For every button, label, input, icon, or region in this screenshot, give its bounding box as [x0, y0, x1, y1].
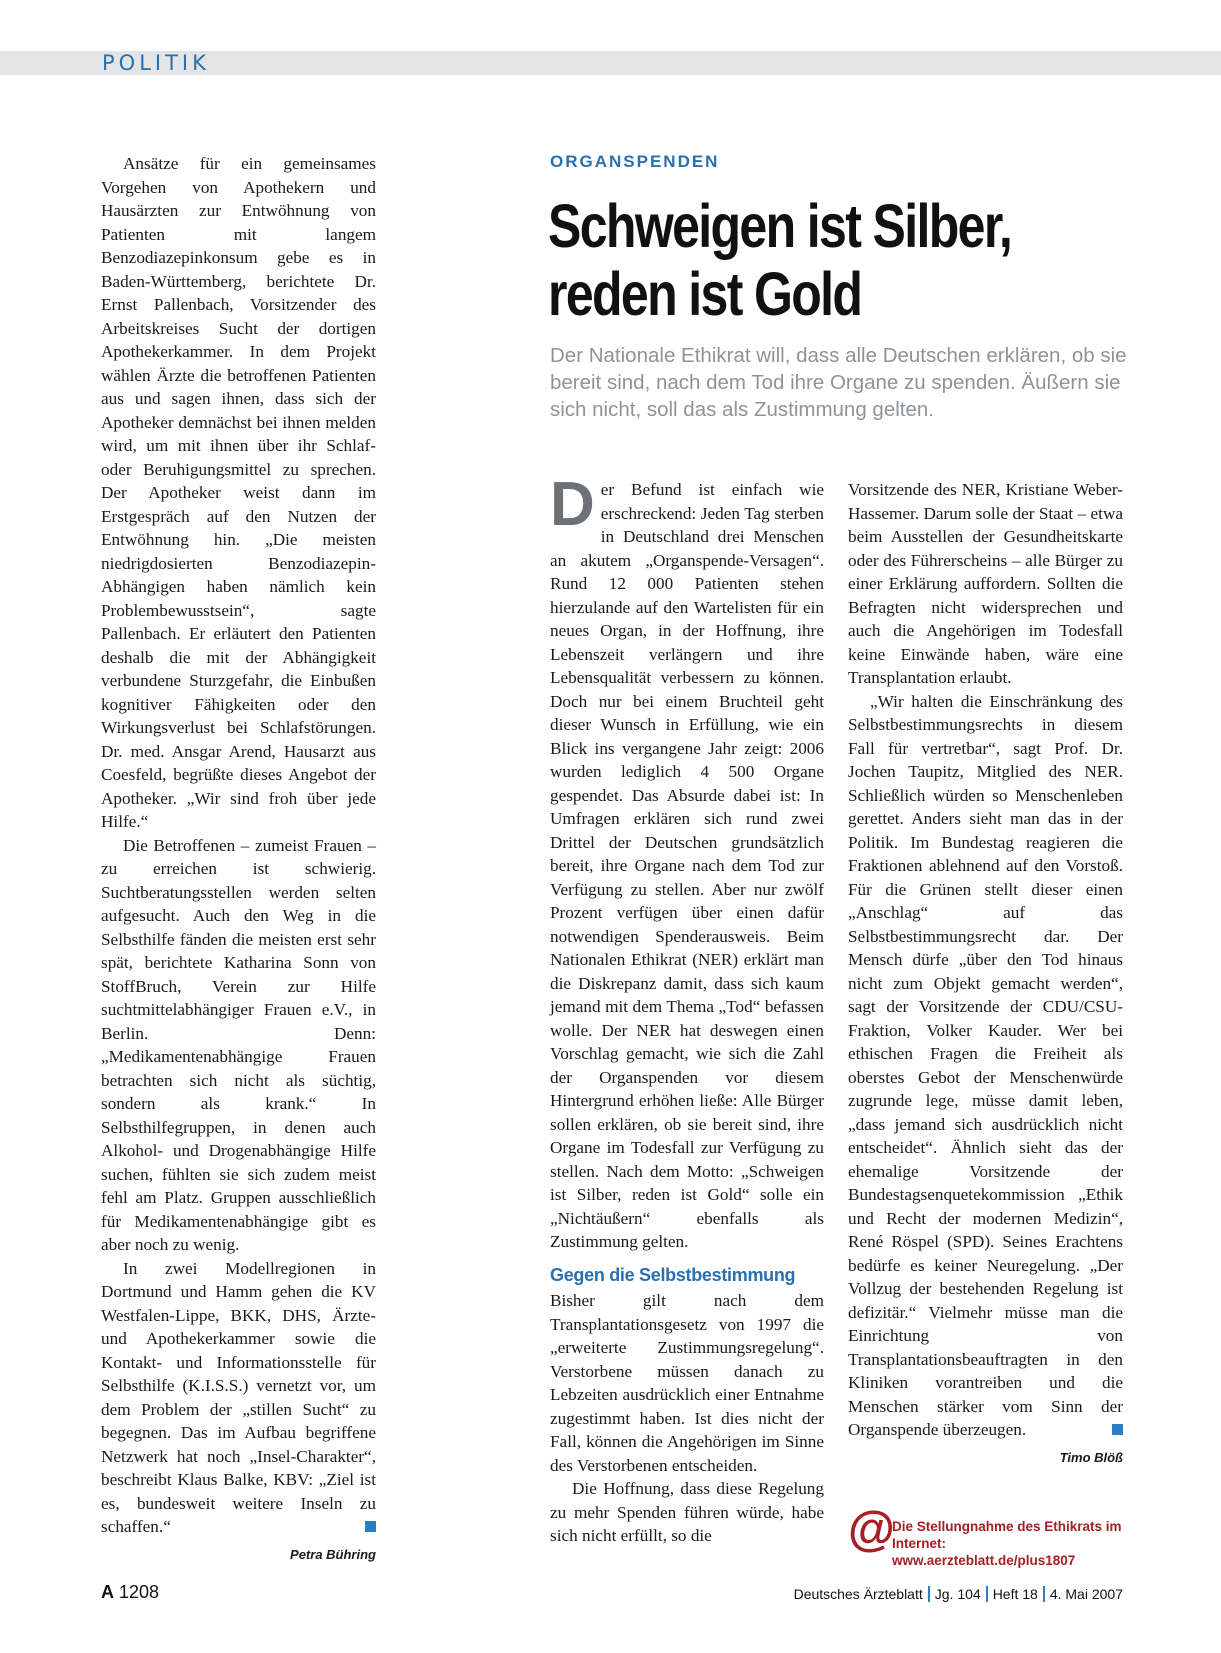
at-icon: @ [848, 1503, 895, 1556]
page-number [101, 1582, 159, 1603]
end-square-icon [365, 1521, 376, 1532]
deck: Der Nationale Ethikrat will, dass alle Deutschen erklären, ob sie bereit sind, nach dem Tod ihre Organe zu spenden. Äußern sie sich nicht, soll das als Zustimmung gelten. [550, 344, 1127, 421]
journal-date: 4. Mai 2007 [1049, 1586, 1123, 1602]
left-author: Petra Bühring [290, 1546, 376, 1562]
left-paragraph-3-text: In zwei Modellregionen in Dortmund und Hamm gehen die KV Westfalen-Lippe, BKK, DHS, Ärzte- und Apothekerkammer sowie die Kontakt- und Informationsstelle für Selbsthilfe (K.I.S.S.) vernetzt vor, um dem Problem der „stillen Sucht“ zu begegnen. Das im Aufbau begriffene Netzwerk hat noch „Insel-Charakter“, beschreibt Klaus Balke, KBV: „Ziel ist es, bundesweit weitere Inseln zu schaffen.“ [101, 1258, 376, 1536]
headline [548, 192, 1040, 328]
page-number-value: 1208 [119, 1582, 160, 1602]
dropcap: D [550, 470, 595, 539]
separator [1043, 1586, 1045, 1602]
kicker: ORGANSPENDEN [550, 152, 720, 171]
article-author: Timo Blöß [1059, 1449, 1123, 1465]
section-label: POLITIK [102, 51, 210, 75]
mid-paragraph-1 [550, 470, 824, 1254]
right-paragraph-1: Vorsitzende des NER, Kristiane Weber-Hassemer. Darum solle der Staat – etwa beim Ausstellen der Gesundheitskarte oder des Führerscheins – alle Bürger zu einer Erklärung auffordern. Sollten die Befragten nicht widersprechen und auch die Angehörigen im Todesfall keine Einwände haben, wäre eine Transplantation erlaubt. [848, 480, 1123, 687]
journal-issue: Heft 18 [992, 1586, 1038, 1602]
subhead: Gegen die Selbstbestimmung [550, 1264, 796, 1285]
separator [928, 1586, 930, 1602]
mid-paragraph-1-text: er Befund ist einfach wie erschreckend: Jeden Tag sterben in Deutschland drei Menschen an akutem „Organspende-Versagen“. Rund 12 000 Patienten stehen hierzulande auf den Wartelisten für ein neues Organ, in der Hoffnung, ihre Lebenszeit verlängern und ihre Lebensqualität verbessern zu können. Doch nur bei einem Bruchteil geht dieser Wunsch in Erfüllung, wie ein Blick ins vergangene Jahr zeigt: 2006 wurden lediglich 4 500 Organe gespendet. Das Absurde dabei ist: In Umfragen erklären sich rund zwei Drittel der Deutschen grundsätzlich bereit, ihre Organe nach dem Tod zur Verfügung zu stellen. Aber nur zwölf Prozent verfügen über einen dafür notwendigen Spenderausweis. Beim Nationalen Ethikrat (NER) erklärt man die Diskrepanz damit, dass sich kaum jemand mit dem Thema „Tod“ befassen wolle. Der NER hat deswegen einen Vorschlag gemacht, wie sich die Zahl der Organspenden vor diesem Hintergrund erhöhen ließe: Alle Bürger sollen erklären, ob sie bereit sind, ihre Organe im Todesfall zur Verfügung zu stellen. Nach dem Motto: „Schweigen ist Silber, reden ist Gold“ solle ein „Nichtäußern“ ebenfalls als Zustimmung gelten. [550, 480, 824, 1251]
mid-paragraph-3: Die Hoffnung, dass diese Regelung zu mehr Spenden führen würde, habe sich nicht erfüllt, so die [550, 1479, 824, 1545]
page-prefix: A [101, 1582, 114, 1602]
left-paragraph-1: Ansätze für ein gemeinsames Vorgehen von Apothekern und Hausärzten zur Entwöhnung von Patienten mit langem Benzodiazepinkonsum gebe es in Baden-Württemberg, berichtete Dr. Ernst Pallenbach, Vorsitzender des Arbeitskreises Sucht der dortigen Apothekerkammer. In dem Projekt wählen Ärzte die betroffenen Patienten aus und sagen ihnen, dass sich der Apotheker demnächst bei ihnen melden wird, um mit ihnen über ihr Schlaf- oder Beruhigungsmittel zu sprechen. Der Apotheker weist dann im Erstgespräch auf den Nutzen der Entwöhnung hin. „Die meisten niedrigdosierten Benzodiazepin-Abhängigen haben nämlich kein Problembewusstsein“, sagte Pallenbach. Er erläutert den Patienten deshalb die mit der Abhängigkeit verbundene Sturzgefahr, die Einbußen kognitiver Fähigkeiten oder den Wirkungsverlust bei Schlafstörungen. Dr. med. Ansgar Arend, Hausarzt aus Coesfeld, begrüßte dieses Angebot der Apotheker. „Wir sind froh über jede Hilfe.“ [101, 154, 376, 831]
footer-citation [794, 1586, 1123, 1602]
left-column [101, 152, 376, 1566]
web-note[interactable] [848, 1503, 1128, 1568]
separator [986, 1586, 988, 1602]
web-note-link[interactable]: Internet: www.aerzteblatt.de/plus1807 [892, 1536, 1076, 1568]
mid-paragraph-2: Bisher gilt nach dem Transplantationsgesetz von 1997 die „erweiterte Zustimmungsregelung“. Verstorbene müssen danach zu Lebzeiten ausdrücklich einer Entnahme zugestimmt haben. Ist dies nicht der Fall, können die Angehörigen im Sinne des Verstorbenen entscheiden. [550, 1291, 824, 1475]
headline-line-2: reden ist Gold [548, 260, 862, 328]
web-note-text[interactable] [892, 1518, 1128, 1569]
middle-column [550, 470, 824, 1548]
right-column [848, 478, 1123, 1469]
end-square-icon [1112, 1424, 1123, 1435]
journal-volume: Jg. 104 [934, 1586, 981, 1602]
journal-name: Deutsches Ärzteblatt [793, 1586, 923, 1602]
left-paragraph-3 [101, 1257, 376, 1539]
left-paragraph-2: Die Betroffenen – zumeist Frauen – zu erreichen ist schwierig. Suchtberatungsstellen werden selten aufgesucht. Auch den Weg in die Selbsthilfe fänden die meisten erst sehr spät, berichtete Katharina Sonn von StoffBruch, Verein zur Hilfe suchtmittelabhängiger Frauen e.V., in Berlin. Denn: „Medikamentenabhängige Frauen betrachten sich nicht als süchtig, sondern als krank.“ In Selbsthilfegruppen, in denen auch Alkohol- und Drogenabhängige Hilfe suchen, fühlten sie sich zudem meist fehl am Platz. Gruppen ausschließlich für Medikamentenabhängige gibt es aber noch zu wenig. [101, 835, 376, 1254]
right-paragraph-2 [848, 690, 1123, 1442]
web-note-line-1: Die Stellungnahme des Ethikrats im [892, 1519, 1122, 1534]
right-paragraph-2-text: „Wir halten die Einschränkung des Selbstbestimmungsrechts in diesem Fall für vertretbar“, sagt Prof. Dr. Jochen Taupitz, Mitglied des NER. Schließlich würden so Menschenleben gerettet. Anders sieht man das in der Politik. Im Bundestag reagieren die Fraktionen ablehnend auf den Vorstoß. Für die Grünen stellt dieser einen „Anschlag“ auf das Selbstbestimmungsrecht dar. Der Mensch dürfe „über den Tod hinaus nicht zum Objekt gemacht werden“, sagt der Vorsitzende der CDU/CSU-Fraktion, Volker Kauder. Wer bei ethischen Fragen die Freiheit als oberstes Gebot der Menschenwürde zugrunde lege, müsse damit leben, „dass jemand sich ausdrücklich nicht entscheidet“. Ähnlich sieht das der ehemalige Vorsitzende der Bundestagsenquetekommission „Ethik und Recht der modernen Medizin“, René Röspel (SPD). Seines Erachtens bedürfe es keiner Neuregelung. „Der Vollzug der bestehenden Regelung ist defizitär.“ Vielmehr müsse man die Einrichtung von Transplantationsbeauftragten in den Kliniken vorantreiben und die Menschen stärker vom Sinn der Organspende überzeugen. [848, 691, 1123, 1439]
headline-line-1: Schweigen ist Silber, [548, 192, 1012, 260]
